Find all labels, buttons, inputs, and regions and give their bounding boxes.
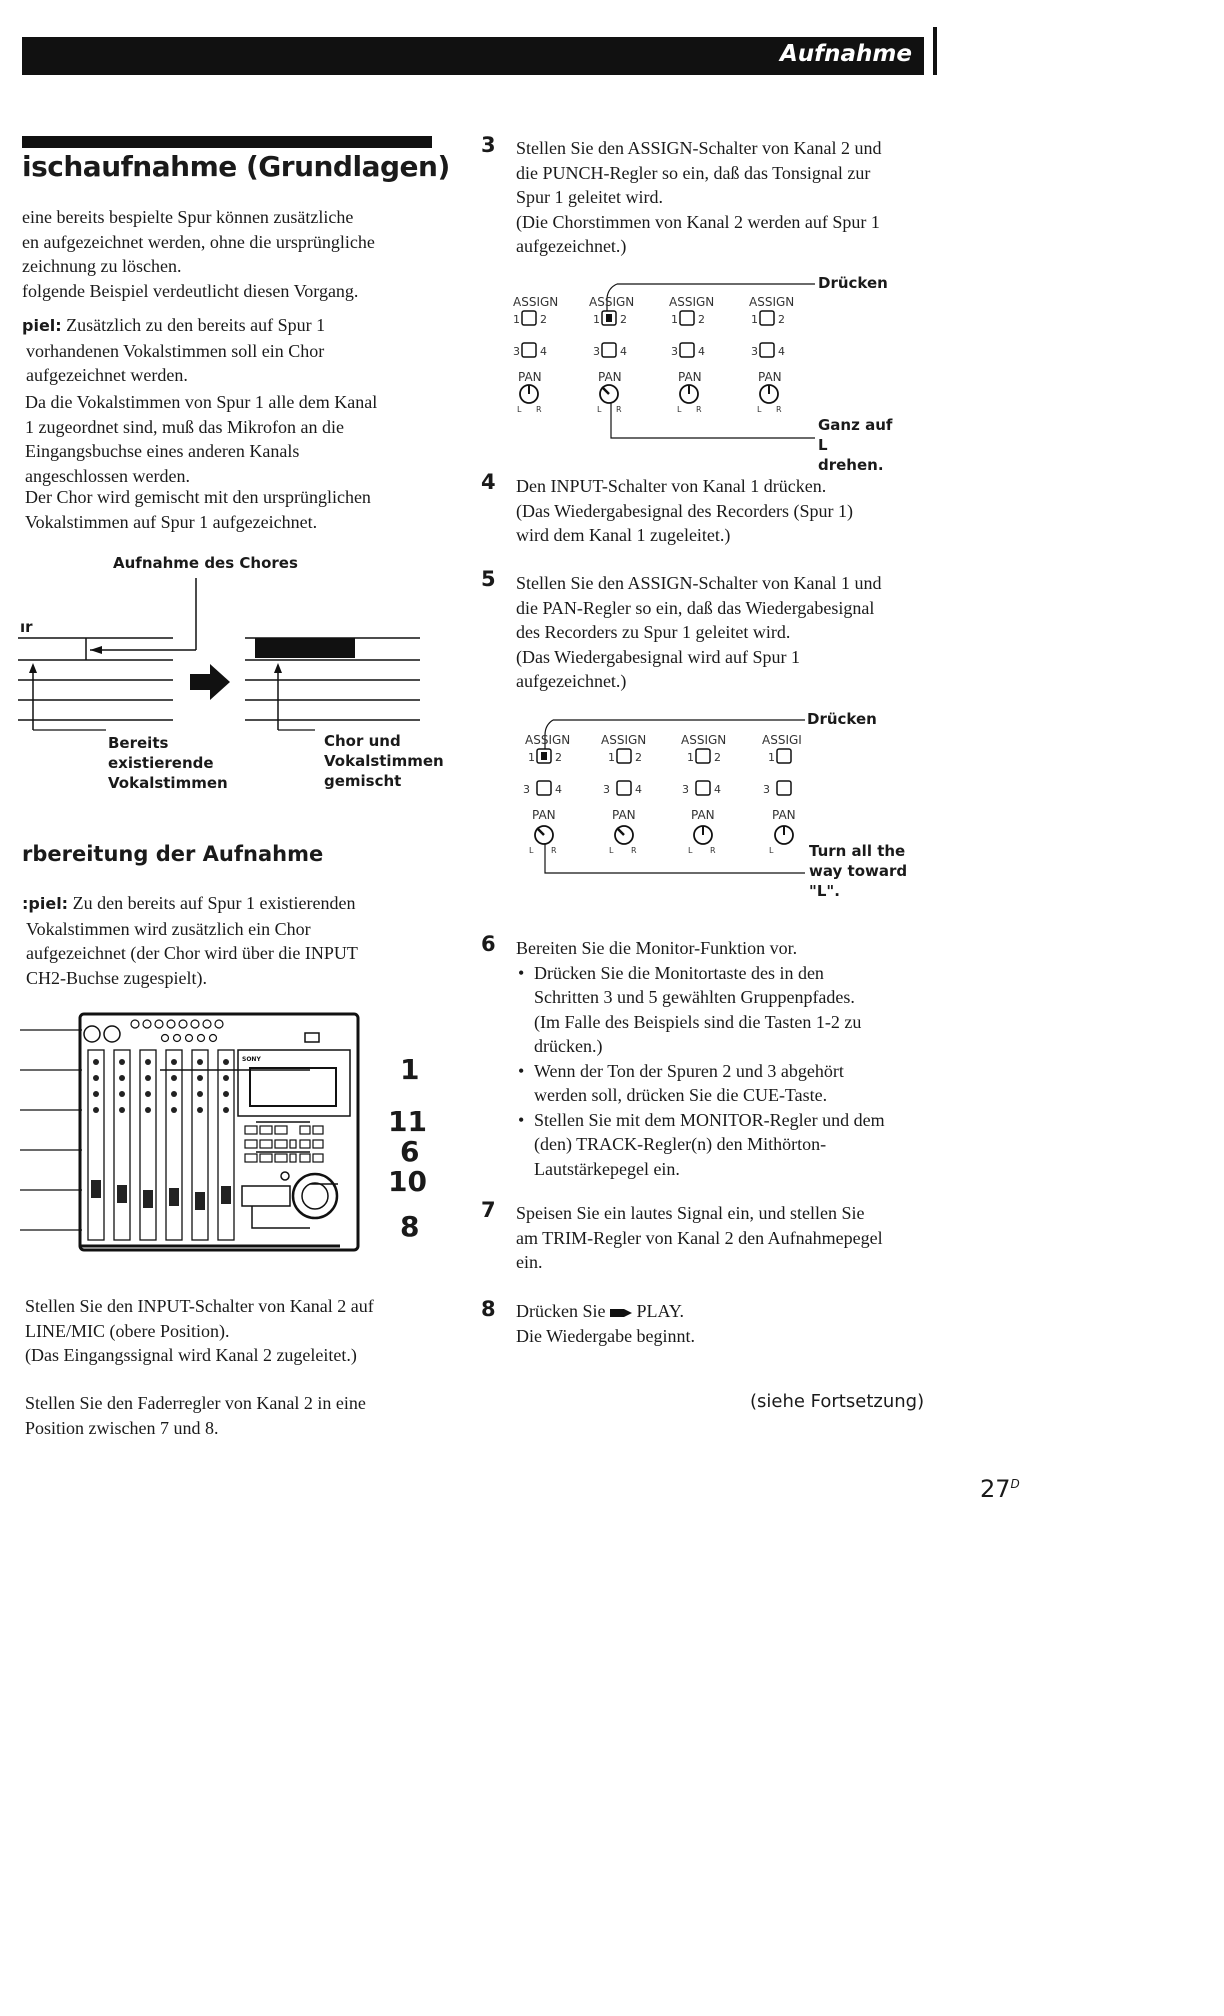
assign-label: ASSIGI <box>762 733 802 747</box>
step-6-bullets <box>516 961 936 1182</box>
svg-text:4: 4 <box>778 345 785 358</box>
intro-line: folgende Beispiel verdeutlicht diesen Vorgang. <box>22 280 359 301</box>
example1-line: aufgezeichnet werden. <box>26 365 188 385</box>
arrow-right-icon <box>190 664 230 700</box>
step-line: aufgezeichnet.) <box>516 236 627 256</box>
mic-line: Eingangsbuchse eines anderen Kanals <box>25 441 300 461</box>
svg-text:2: 2 <box>714 751 721 764</box>
pan-label: PAN <box>678 370 702 384</box>
header-title: Aufnahme <box>779 41 912 67</box>
pan-label: PAN <box>598 370 622 384</box>
turn-label-line: Turn all the <box>809 842 906 860</box>
step-line: wird dem Kanal 1 zugeleitet.) <box>516 525 731 545</box>
svg-text:1: 1 <box>768 751 775 764</box>
callout-6: 6 <box>400 1135 420 1168</box>
svg-text:2: 2 <box>635 751 642 764</box>
turn-label-line: way toward <box>809 862 908 880</box>
step-line: des Recorders zu Spur 1 geleitet wird. <box>516 622 791 642</box>
intro-paragraph <box>22 205 432 303</box>
step-line: Den INPUT-Schalter von Kanal 1 drücken. <box>516 476 827 496</box>
chor-line: Der Chor wird gemischt mit den ursprünglichen <box>25 487 371 507</box>
page-number <box>980 1475 1020 1503</box>
bullet-line: drücken.) <box>534 1036 603 1056</box>
svg-text:3: 3 <box>523 783 530 796</box>
svg-text:2: 2 <box>555 751 562 764</box>
example2-line: CH2-Buchse zugespielt). <box>26 967 207 988</box>
step-line: LINE/MIC (obere Position). <box>25 1320 230 1341</box>
page-title: ischaufnahme (Grundlagen) <box>22 150 450 183</box>
callout-10: 10 <box>388 1165 427 1198</box>
assign-label: ASSIGN <box>601 733 647 747</box>
svg-text:L: L <box>769 846 774 855</box>
example2-paragraph <box>22 891 432 990</box>
svg-text:4: 4 <box>620 345 627 358</box>
turn-label-line: Ganz auf L <box>818 416 893 454</box>
caption-line: existierende <box>108 754 214 772</box>
bullet-line: werden soll, drücken Sie die CUE-Taste. <box>534 1085 828 1105</box>
step-line: am TRIM-Regler von Kanal 2 den Aufnahmepegel <box>516 1227 883 1248</box>
svg-text:3: 3 <box>682 783 689 796</box>
page-number-value: 27 <box>980 1475 1011 1503</box>
step-line: die PUNCH-Regler so ein, daß das Tonsignal zur <box>516 162 871 183</box>
bullet-item <box>516 1108 936 1182</box>
step-5-assign-pan-diagram <box>515 705 915 905</box>
turn-label-line: drehen. <box>818 456 884 474</box>
bullet-line: (Im Falle des Beispiels sind die Tasten 1-2 zu <box>534 1011 862 1032</box>
svg-text:R: R <box>616 405 622 414</box>
svg-text:2: 2 <box>698 313 705 326</box>
track-left-caption <box>108 733 228 793</box>
pan-label: PAN <box>772 808 796 822</box>
svg-text:3: 3 <box>513 345 520 358</box>
step-8-number: 8 <box>481 1297 496 1321</box>
step-line: Position zwischen 7 und 8. <box>25 1417 219 1438</box>
step-line: Spur 1 geleitet wird. <box>516 187 663 207</box>
header-edge-mark <box>933 27 937 75</box>
svg-text:3: 3 <box>763 783 770 796</box>
svg-text:1: 1 <box>593 313 600 326</box>
bullet-line: • Wenn der Ton der Spuren 2 und 3 abgehört <box>534 1060 844 1081</box>
svg-text:1: 1 <box>513 313 520 326</box>
svg-text:1: 1 <box>751 313 758 326</box>
chor-line: Vokalstimmen auf Spur 1 aufgezeichnet. <box>25 511 318 532</box>
pan-label: PAN <box>518 370 542 384</box>
track-diagram-left-label: ır <box>20 618 33 636</box>
bullet-line: Schritten 3 und 5 gewählten Gruppenpfades. <box>534 987 855 1007</box>
svg-text:L: L <box>609 846 614 855</box>
svg-text:R: R <box>631 846 637 855</box>
mic-line: 1 zugeordnet sind, muß das Mikrofon an die <box>25 416 344 437</box>
svg-text:3: 3 <box>593 345 600 358</box>
turn-label <box>818 415 905 475</box>
svg-text:4: 4 <box>635 783 642 796</box>
left-step-1 <box>25 1294 445 1368</box>
example2-label: :piel: <box>22 894 69 913</box>
step-line: Stellen Sie den ASSIGN-Schalter von Kanal 1 und <box>516 573 882 593</box>
pan-label: PAN <box>758 370 782 384</box>
svg-text:4: 4 <box>540 345 547 358</box>
svg-text:L: L <box>529 846 534 855</box>
step-6-text <box>516 936 936 1181</box>
intro-line: en aufgezeichnet werden, ohne die ursprüngliche <box>22 231 375 252</box>
pan-label: PAN <box>691 808 715 822</box>
svg-text:L: L <box>677 405 682 414</box>
step-7-text <box>516 1201 936 1275</box>
assign-label: ASSIGN <box>589 295 635 309</box>
svg-text:2: 2 <box>540 313 547 326</box>
chor-paragraph <box>25 485 435 534</box>
track-right-caption <box>324 731 444 791</box>
svg-text:2: 2 <box>778 313 785 326</box>
step-line: Stellen Sie den Faderregler von Kanal 2 in eine <box>25 1393 366 1413</box>
track-diagram-title: Aufnahme des Chores <box>113 554 298 572</box>
device-brand: SONY <box>242 1056 261 1063</box>
mic-line: Da die Vokalstimmen von Spur 1 alle dem Kanal <box>25 392 378 412</box>
bullet-item <box>516 961 936 1059</box>
svg-text:R: R <box>776 405 782 414</box>
example2-line: Vokalstimmen wird zusätzlich ein Chor <box>26 918 311 939</box>
continued-note: (siehe Fortsetzung) <box>750 1391 925 1412</box>
svg-text:1: 1 <box>687 751 694 764</box>
example1-paragraph <box>22 313 432 388</box>
svg-text:1: 1 <box>608 751 615 764</box>
bullet-line: (den) TRACK-Regler(n) den Mithörton- <box>534 1134 827 1154</box>
svg-text:R: R <box>551 846 557 855</box>
step-line: aufgezeichnet.) <box>516 671 627 691</box>
mic-paragraph <box>25 390 435 488</box>
step-line: die PAN-Regler so ein, daß das Wiedergabesignal <box>516 597 875 618</box>
step-line: (Das Wiedergabesignal wird auf Spur 1 <box>516 646 801 667</box>
svg-text:L: L <box>597 405 602 414</box>
press-label: Drücken <box>807 710 877 728</box>
callout-8: 8 <box>400 1210 420 1243</box>
caption-line: Vokalstimmen <box>324 752 444 770</box>
svg-text:1: 1 <box>528 751 535 764</box>
svg-text:3: 3 <box>603 783 610 796</box>
step-line: Speisen Sie ein lautes Signal ein, und stellen Sie <box>516 1203 865 1223</box>
mixer-device-illustration <box>20 1010 440 1260</box>
header-bar <box>22 37 924 75</box>
bullet-line: Lautstärkepegel ein. <box>534 1158 680 1179</box>
step-3-assign-pan-diagram <box>505 270 905 474</box>
example1-line: Zusätzlich zu den bereits auf Spur 1 <box>66 315 326 335</box>
left-step-2 <box>25 1391 445 1440</box>
caption-line: Bereits <box>108 734 169 752</box>
pan-label: PAN <box>532 808 556 822</box>
mic-line: angeschlossen werden. <box>25 465 190 486</box>
caption-line: gemischt <box>324 772 402 790</box>
step-line: Die Wiedergabe beginnt. <box>516 1325 696 1346</box>
step-line: PLAY. <box>636 1301 685 1321</box>
svg-text:L: L <box>688 846 693 855</box>
example1-line: vorhandenen Vokalstimmen soll ein Chor <box>26 340 325 361</box>
step-line: Drücken Sie <box>516 1301 606 1321</box>
pan-label: PAN <box>612 808 636 822</box>
step-6-intro: Bereiten Sie die Monitor-Funktion vor. <box>516 938 798 958</box>
step-line: Stellen Sie den INPUT-Schalter von Kanal 2 auf <box>25 1296 374 1316</box>
svg-text:R: R <box>696 405 702 414</box>
step-3-text <box>516 136 936 259</box>
track-diagram <box>18 578 438 738</box>
step-line: Stellen Sie den ASSIGN-Schalter von Kanal 2 und <box>516 138 882 158</box>
bullet-line: • Drücken Sie die Monitortaste des in den <box>534 962 824 983</box>
step-line: (Das Eingangssignal wird Kanal 2 zugeleitet.) <box>25 1345 357 1365</box>
step-5-number: 5 <box>481 567 496 591</box>
step-line: (Die Chorstimmen von Kanal 2 werden auf Spur 1 <box>516 211 880 232</box>
caption-line: Vokalstimmen <box>108 774 228 792</box>
svg-text:L: L <box>757 405 762 414</box>
example1-label: piel: <box>22 316 62 335</box>
bullet-item <box>516 1059 936 1108</box>
svg-text:4: 4 <box>555 783 562 796</box>
step-4-text <box>516 474 936 548</box>
turn-label-line: "L". <box>809 882 840 900</box>
press-label: Drücken <box>818 274 888 292</box>
svg-text:3: 3 <box>671 345 678 358</box>
assign-label: ASSIGN <box>681 733 727 747</box>
callout-11: 11 <box>388 1105 427 1138</box>
svg-text:1: 1 <box>671 313 678 326</box>
play-icon <box>610 1307 632 1319</box>
step-3-number: 3 <box>481 133 496 157</box>
step-line: (Das Wiedergabesignal des Recorders (Spur 1) <box>516 500 854 521</box>
svg-text:4: 4 <box>698 345 705 358</box>
step-5-text <box>516 571 936 694</box>
example2-line: Zu den bereits auf Spur 1 existierenden <box>72 893 356 913</box>
step-8-text <box>516 1299 936 1348</box>
assign-label: ASSIGN <box>525 733 571 747</box>
svg-text:2: 2 <box>620 313 627 326</box>
callout-1: 1 <box>400 1053 420 1086</box>
step-7-number: 7 <box>481 1198 496 1222</box>
turn-label <box>809 841 907 901</box>
svg-text:R: R <box>710 846 716 855</box>
caption-line: Chor und <box>324 732 401 750</box>
intro-line: zeichnung zu löschen. <box>22 256 182 276</box>
assign-label: ASSIGN <box>669 295 715 309</box>
svg-text:3: 3 <box>751 345 758 358</box>
assign-label: ASSIGN <box>749 295 795 309</box>
assign-label: ASSIGN <box>513 295 559 309</box>
bullet-line: • Stellen Sie mit dem MONITOR-Regler und dem <box>534 1109 885 1130</box>
example2-line: aufgezeichnet (der Chor wird über die INPUT <box>26 943 358 963</box>
page-number-suffix: D <box>1010 1477 1020 1491</box>
step-4-number: 4 <box>481 470 496 494</box>
svg-text:L: L <box>517 405 522 414</box>
step-6-number: 6 <box>481 932 496 956</box>
svg-text:R: R <box>536 405 542 414</box>
intro-line: eine bereits bespielte Spur können zusätzliche <box>22 207 354 227</box>
svg-text:4: 4 <box>714 783 721 796</box>
section2-heading: rbereitung der Aufnahme <box>22 842 324 866</box>
title-rule <box>22 136 432 148</box>
step-line: ein. <box>516 1252 543 1272</box>
